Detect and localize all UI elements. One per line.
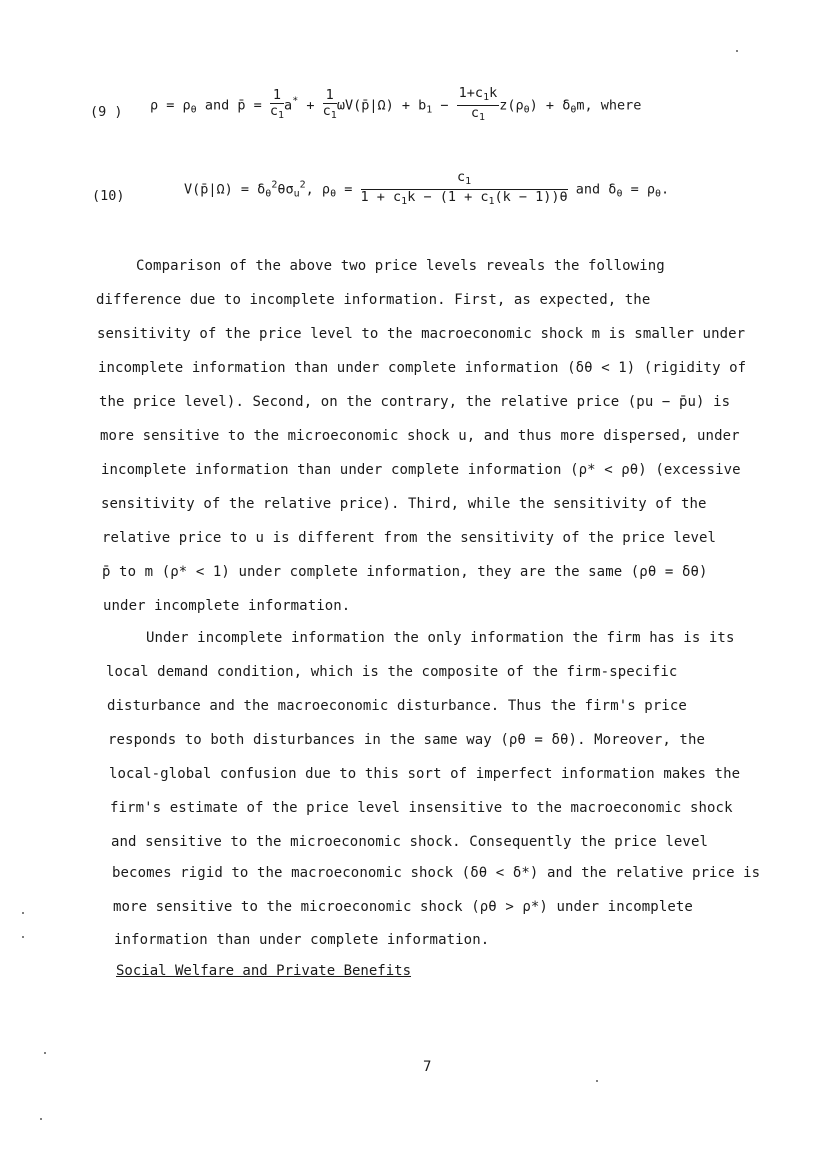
scan-speck — [736, 50, 738, 52]
paragraph-1-line: sensitivity of the price level to the macroeconomic shock m is smaller under — [97, 326, 746, 342]
equation-9-number: (9 ) — [90, 104, 123, 120]
paragraph-2-line: local-global confusion due to this sort of imperfect information makes the — [109, 766, 741, 782]
equation-10-number: (10) — [92, 188, 125, 204]
scan-speck — [40, 1118, 42, 1120]
fraction-1-over-c1: $\frac{1}{c_1}$ — [269, 87, 285, 121]
scan-speck — [596, 1080, 598, 1082]
paragraph-2-line: responds to both disturbances in the same way (ρθ = δθ). Moreover, the — [108, 732, 706, 748]
scan-speck — [44, 1052, 46, 1054]
paragraph-2-line: becomes rigid to the macroeconomic shock (δθ < δ*) and the relative price is — [112, 865, 761, 881]
fraction-rho-theta: $\frac{c_1}{1 + c_1k - (1 + c_1(k - 1))\theta}$ — [360, 169, 568, 207]
fraction-1-over-c1-b: $\frac{1}{c_1}$ — [322, 87, 337, 121]
paragraph-1-line: difference due to incomplete information. First, as expected, the — [96, 292, 651, 308]
paragraph-2-line: local demand condition, which is the composite of the firm-specific — [106, 664, 678, 680]
paragraph-1-line: more sensitive to the microeconomic shock u, and thus more dispersed, under — [100, 428, 740, 444]
paragraph-2-line: firm's estimate of the price level insensitive to the macroeconomic shock — [110, 800, 733, 816]
page-number: 7 — [423, 1059, 432, 1075]
paragraph-2-line: and sensitive to the microeconomic shock. Consequently the price level — [111, 834, 709, 850]
paragraph-1-line: sensitivity of the relative price). Third, while the sensitivity of the — [101, 496, 707, 512]
paragraph-1-line: relative price to u is different from the sensitivity of the price level — [102, 530, 717, 546]
paragraph-1-line: Comparison of the above two price levels reveals the following — [136, 258, 665, 274]
paragraph-2-line: Under incomplete information the only information the firm has is its — [146, 630, 735, 646]
paragraph-1-line: the price level). Second, on the contrary, the relative price (pu − p̄u) is — [99, 394, 731, 410]
section-heading: Social Welfare and Private Benefits — [116, 963, 412, 979]
paragraph-1-line: incomplete information than under complete information (δθ < 1) (rigidity of — [98, 360, 747, 376]
fraction-1pc1k-over-c1: $\frac{1+c_1k}{c_1}$ — [458, 85, 498, 123]
paragraph-2-line: information than under complete information. — [114, 932, 490, 948]
paragraph-2-line: disturbance and the macroeconomic disturbance. Thus the firm's price — [107, 698, 687, 714]
equation-10: V(p̄|Ω) = $\delta_\theta^2\theta\sigma_u^2$, $\rho_\theta$ = $\frac{c_1}{1 + c_1k - (1 + c_1(k - 1))\theta}$ and $\delta_\theta = \rho_\theta$. — [184, 169, 670, 207]
equation-9: $\rho = \rho_\theta$ and p̄ = $\frac{1}{c_1}$ a* + $\frac{1}{c_1}$ ωV(p̄|Ω) + $b_1$ − $\frac{1+c_1k}{c_1}$ $z(\rho_\theta) + \delta_\theta m$, where — [150, 85, 642, 123]
paragraph-1-line: incomplete information than under complete information (ρ* < ρθ) (excessive — [101, 462, 741, 478]
paragraph-1-line: p̄ to m (ρ* < 1) under complete information, they are the same (ρθ = δθ) — [102, 564, 708, 580]
paragraph-2-line: more sensitive to the microeconomic shock (ρθ > ρ*) under incomplete — [113, 899, 693, 915]
paragraph-1-line: under incomplete information. — [103, 598, 351, 614]
scan-speck — [22, 912, 24, 914]
scan-speck — [22, 936, 24, 938]
